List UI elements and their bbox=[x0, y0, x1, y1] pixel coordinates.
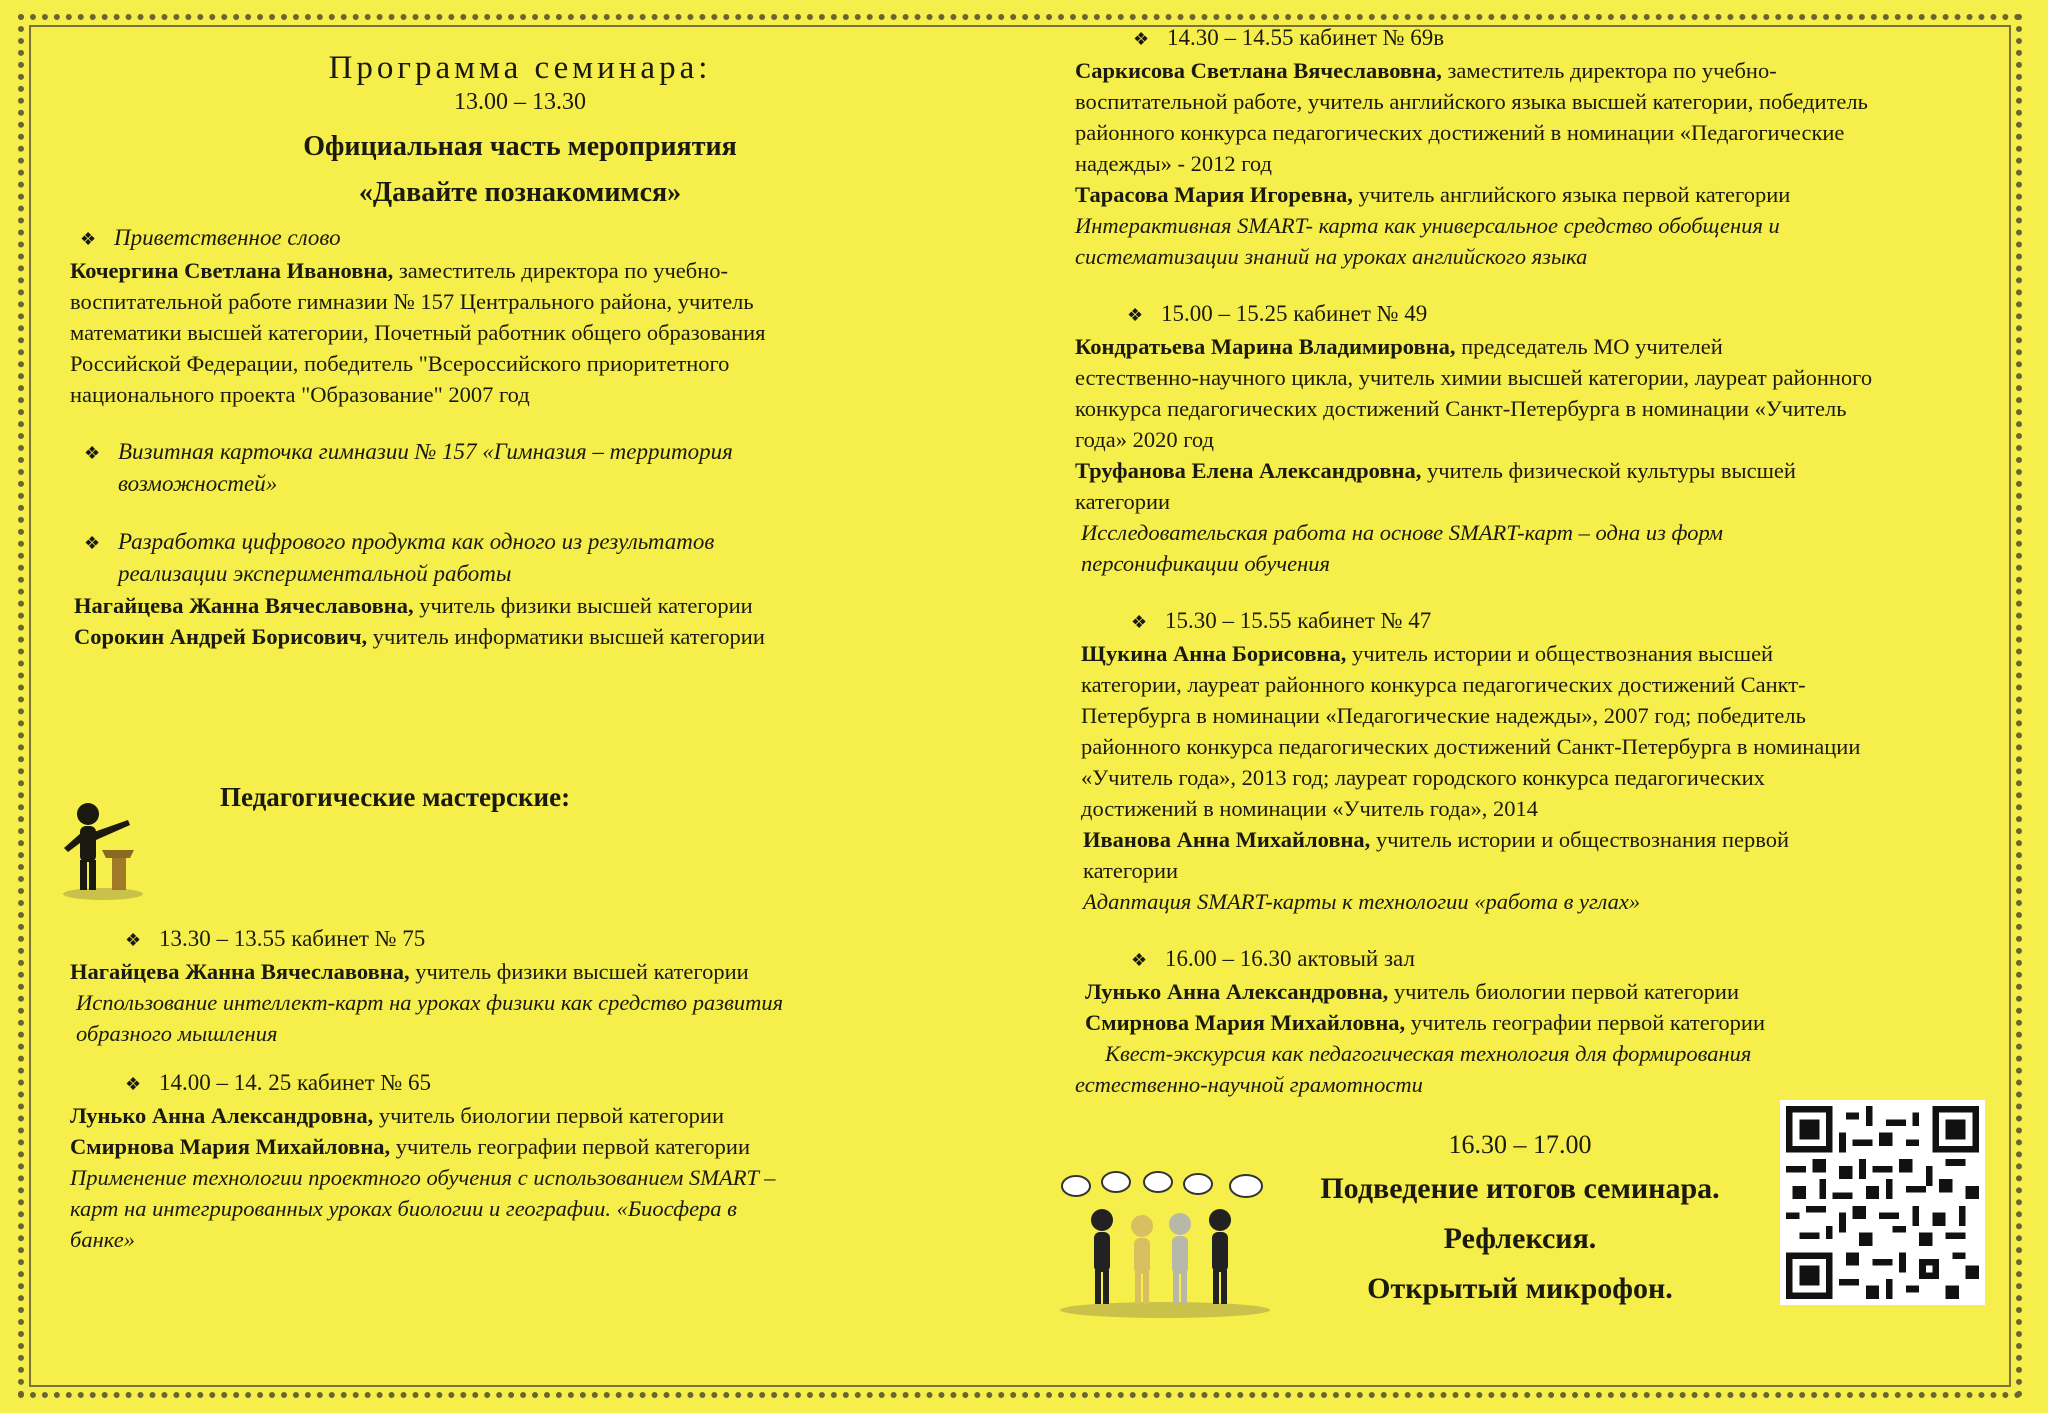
diamond-bullet-icon: ❖ bbox=[1133, 29, 1150, 49]
diamond-bullet-icon: ❖ bbox=[1131, 612, 1148, 632]
qr-code[interactable] bbox=[1780, 1100, 1985, 1305]
sarkisova-info: Саркисова Светлана Вячеславовна, заместитель директора по учебно- bbox=[1075, 58, 1777, 83]
program-title: Программа семинара: bbox=[328, 50, 712, 86]
qr-code-icon bbox=[1786, 1106, 1979, 1299]
closing-session bbox=[1280, 1130, 1760, 1314]
kondratieva-info: Кондратьева Марина Владимировна, председатель МО учителей bbox=[1075, 334, 1723, 359]
slot65-heading: ❖ 14.00 – 14. 25 кабинет № 65 bbox=[125, 1067, 970, 1100]
slot69-heading: ❖ 14.30 – 14.55 кабинет № 69в bbox=[1133, 22, 1995, 55]
welcome-item: ❖ Приветственное слово bbox=[80, 222, 970, 255]
kochergina-info: Кочергина Светлана Ивановна, заместитель директора по учебно- bbox=[70, 258, 729, 283]
diamond-bullet-icon: ❖ bbox=[84, 443, 101, 463]
discussion-group-icon bbox=[1050, 1170, 1280, 1320]
diamond-bullet-icon: ❖ bbox=[80, 229, 97, 249]
left-page: Программа семинара: 13.00 – 13.30 Официальная часть мероприятия «Давайте познакомимся» ❖ Приветственное слово Кочергина Светлана Ивановна, заместитель директора по учебно- воспитательной работе гимназии № 157 Центрального района, учитель математики высшей категории, Почетный работник общего образования Российской Федерации, победитель "Всероссийского приоритетного национального проекта "Образование" 2007 год ❖ Визитная карточка гимназии № 157 «Гимназия – территория возможностей» ❖ Разработка цифрового продукта как одного из результатов реализации экспериментальной работы Нагайцева Жанна Вячеславовна, учитель физики высшей категории Сорокин Андрей Борисович, учитель информатики высшей категории Педагогические мастерские: ❖ 13.30 – 13.55 кабинет № 75 Нагайцева Жанна Вячеславовна, учитель физики высшей категории Использование интеллект-карт на уроках физики как средство развития образного мышления ❖ 14.00 – 14. 25 кабинет № 65 Лунько Анна Александровна, учитель биологии первой категории Смирнова Мария Михайловна, учитель географии первой категории Применение технологии проектного обучения с использованием SMART – карт на интегрированных уроках биологии и географии. «Биосфера в банке» bbox=[70, 40, 970, 1255]
diamond-bullet-icon: ❖ bbox=[1127, 305, 1144, 325]
workshops-heading: Педагогические мастерские: bbox=[220, 782, 571, 812]
official-heading-line2: «Давайте познакомимся» bbox=[358, 177, 682, 208]
gymnasium-card-item: ❖ Визитная карточка гимназии № 157 «Гимназия – территория возможностей» bbox=[84, 436, 970, 500]
hall-speaker1: Лунько Анна Александровна, учитель биологии первой категории bbox=[1085, 979, 1739, 1004]
slot47-topic: Адаптация SMART-карты к технологии «работа в углах» bbox=[1083, 889, 1641, 914]
slot49-heading: ❖ 15.00 – 15.25 кабинет № 49 bbox=[1127, 298, 1995, 331]
diamond-bullet-icon: ❖ bbox=[1131, 950, 1148, 970]
diamond-bullet-icon: ❖ bbox=[125, 1074, 142, 1094]
right-page: ❖ 14.30 – 14.55 кабинет № 69в Саркисова Светлана Вячеславовна, заместитель директора по учебно- воспитательной работе, учитель английского языка высшей категории, победитель районного конкурса педагогических достижений в номинации «Педагогические надежды» - 2012 год Тарасова Мария Игоревна, учитель английского языка первой категории Интерактивная SMART- карта как универсальное средство обобщения и систематизации знаний на уроках английского языка ❖ 15.00 – 15.25 кабинет № 49 Кондратьева Марина Владимировна, председатель МО учителей естественно-научного цикла, учитель химии высшей категории, лауреат районного конкурса педагогических достижений Санкт-Петербурга в номинации «Учитель года» 2020 год Труфанова Елена Александровна, учитель физической культуры высшей категории Исследовательская работа на основе SMART-карт – одна из форм персонификации обучения ❖ 15.30 – 15.55 кабинет № 47 Щукина Анна Борисовна, учитель истории и обществознания высшей категории, лауреат районного конкурса педагогических достижений Санкт- Петербурга в номинации «Педагогические надежды», 2007 год; победитель районного конкурса педагогических достижений Санкт-Петербурга в номинации «Учитель года», 2013 год; лауреат городского конкурса педагогических достижений в номинации «Учитель года», 2014 Иванова Анна Михайловна, учитель истории и обществознания первой категории Адаптация SMART-карты к технологии «работа в углах» ❖ 16.00 – 16.30 актовый зал Лунько Анна Александровна, учитель биологии первой категории Смирнова Мария Михайловна, учитель географии первой категории Квест-экскурсия как педагогическая технология для формирования естественно-научной грамотности bbox=[1075, 22, 1995, 1100]
closing-line2: Рефлексия. bbox=[1443, 1222, 1597, 1255]
tarasova-info: Тарасова Мария Игоревна, учитель английского языка первой категории bbox=[1075, 182, 1791, 207]
nagaitseva-info: Нагайцева Жанна Вячеславовна, учитель физики высшей категории bbox=[74, 593, 753, 618]
closing-line1: Подведение итогов семинара. bbox=[1320, 1172, 1720, 1205]
speaker-at-podium-icon bbox=[58, 800, 148, 900]
closing-time: 16.30 – 17.00 bbox=[1448, 1130, 1592, 1159]
slot-hall-heading: ❖ 16.00 – 16.30 актовый зал bbox=[1131, 943, 1995, 976]
ivanova-info: Иванова Анна Михайловна, учитель истории и обществознания первой bbox=[1083, 827, 1790, 852]
slot75-speaker: Нагайцева Жанна Вячеславовна, учитель физики высшей категории bbox=[70, 959, 749, 984]
diamond-bullet-icon: ❖ bbox=[125, 930, 142, 950]
digital-product-item: ❖ Разработка цифрового продукта как одного из результатов реализации экспериментальной работы bbox=[84, 526, 970, 590]
slot65-speaker1: Лунько Анна Александровна, учитель биологии первой категории bbox=[70, 1103, 724, 1128]
shchukina-info: Щукина Анна Борисовна, учитель истории и обществознания высшей bbox=[1081, 641, 1774, 666]
official-time: 13.00 – 13.30 bbox=[454, 89, 586, 115]
hall-speaker2: Смирнова Мария Михайловна, учитель географии первой категории bbox=[1085, 1010, 1765, 1035]
slot75-heading: ❖ 13.30 – 13.55 кабинет № 75 bbox=[125, 923, 970, 956]
diamond-bullet-icon: ❖ bbox=[84, 533, 101, 553]
official-heading-line1: Официальная часть мероприятия bbox=[303, 131, 737, 162]
sorokin-info: Сорокин Андрей Борисович, учитель информатики высшей категории bbox=[74, 624, 765, 649]
slot47-heading: ❖ 15.30 – 15.55 кабинет № 47 bbox=[1131, 605, 1995, 638]
closing-line3: Открытый микрофон. bbox=[1367, 1272, 1673, 1305]
trufanova-info: Труфанова Елена Александровна, учитель физической культуры высшей bbox=[1075, 458, 1796, 483]
slot65-speaker2: Смирнова Мария Михайловна, учитель географии первой категории bbox=[70, 1134, 750, 1159]
